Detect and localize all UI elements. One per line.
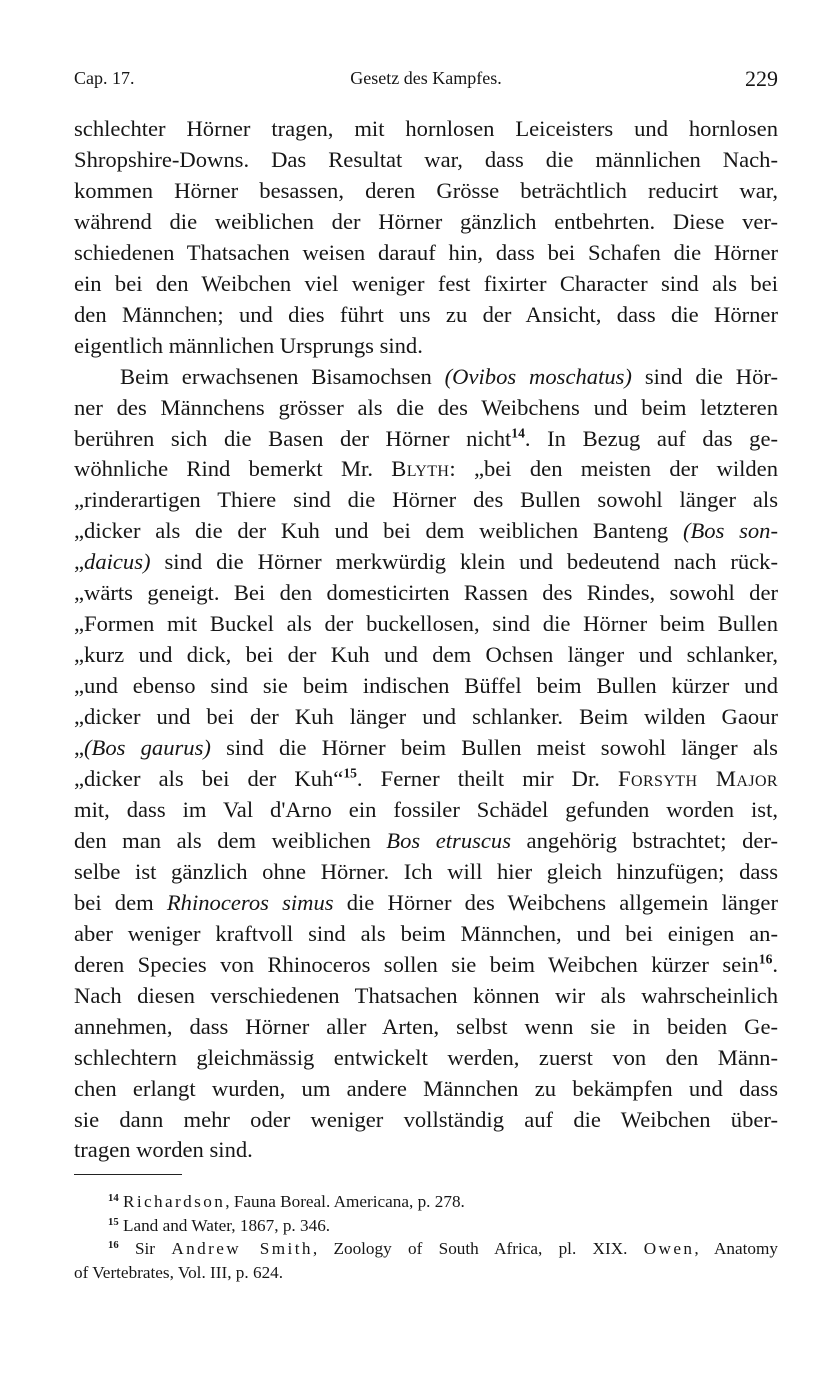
text-line: schlechtern gleichmässig entwickelt werden, zuerst von den Männ- bbox=[74, 1044, 778, 1070]
text-line bbox=[74, 764, 778, 795]
footnote-text: , Anatomy bbox=[694, 1239, 778, 1259]
text-line: mit, dass im Val d'Arno ein fossiler Schädel gefunden worden ist, bbox=[74, 796, 778, 822]
footnote-ref[interactable]: 15 bbox=[343, 765, 357, 781]
text-line bbox=[74, 547, 778, 578]
text-line: „wärts geneigt. Bei den domesticirten Rassen des Rindes, sowohl der bbox=[74, 580, 778, 606]
text-run: berühren sich die Basen der Hörner nicht bbox=[74, 425, 512, 451]
footnote-text: Sir bbox=[134, 1239, 172, 1259]
footnote-number: 14 bbox=[108, 1193, 119, 1205]
text-line: eigentlich männlichen Ursprungs sind. bbox=[74, 332, 423, 358]
text-line: ein bei den Weibchen viel weniger fest fixirter Character sind als bei bbox=[74, 270, 778, 296]
author-name: Blyth bbox=[391, 456, 450, 482]
text-run: „dicker als bei der Kuh“ bbox=[74, 766, 344, 792]
footnote-text: , Fauna Boreal. Americana, p. 278. bbox=[225, 1192, 465, 1211]
text-line: ner des Männchens grösser als die des Weibchens und beim letzteren bbox=[74, 394, 778, 420]
footnotes bbox=[74, 1190, 778, 1284]
text-run: bei dem bbox=[74, 889, 167, 915]
text-line: „rinderartigen Thiere sind die Hörner des Bullen sowohl länger als bbox=[74, 487, 778, 513]
text-run: wöhnliche Rind bemerkt Mr. bbox=[74, 456, 392, 482]
species-name: (Bos son- bbox=[682, 518, 778, 544]
chapter-label: Cap. 17. bbox=[74, 68, 135, 88]
footnote-14 bbox=[74, 1190, 778, 1214]
species-name: Rhinoceros simus bbox=[166, 889, 334, 915]
text-line: Nach diesen verschiedenen Thatsachen können wir als wahrscheinlich bbox=[74, 982, 778, 1008]
text-run: deren Species von Rhinoceros sollen sie beim Weibchen kürzer sein bbox=[74, 951, 759, 977]
text-run: : „bei den meisten der wilden bbox=[449, 456, 778, 482]
footnote-text: Land and Water, 1867, p. 346. bbox=[122, 1215, 331, 1235]
species-name: (Bos gaurus) bbox=[84, 735, 211, 761]
author-name: Andrew Smith bbox=[171, 1239, 313, 1259]
text-line: tragen worden sind. bbox=[74, 1137, 253, 1163]
text-run: . bbox=[772, 951, 778, 977]
author-name: Forsyth Major bbox=[618, 766, 778, 792]
text-run: „ bbox=[74, 735, 85, 761]
text-run: . Ferner theilt mir Dr. bbox=[356, 766, 619, 792]
footnote-number: 16 bbox=[108, 1240, 119, 1252]
text-line: aber weniger kraftvoll sind als beim Männchen, und bei einigen an- bbox=[74, 920, 778, 946]
text-line: „kurz und dick, bei der Kuh und dem Ochsen länger und schlanker, bbox=[74, 642, 778, 668]
species-name: daicus) bbox=[84, 549, 151, 575]
text-line: Shropshire-Downs. Das Resultat war, dass die männlichen Nach- bbox=[74, 146, 778, 172]
author-name: Owen bbox=[643, 1239, 695, 1259]
text-line: selbe ist gänzlich ohne Hörner. Ich will hier gleich hinzufügen; dass bbox=[74, 858, 778, 884]
text-line: kommen Hörner besassen, deren Grösse beträchtlich reducirt war, bbox=[74, 177, 778, 203]
footnote-text: , Zoology of South Africa, pl. XIX. bbox=[312, 1239, 644, 1259]
text-line bbox=[74, 888, 778, 919]
species-name: (Ovibos moschatus) bbox=[444, 363, 632, 389]
text-line: „dicker und bei der Kuh länger und schlanker. Beim wilden Gaour bbox=[74, 704, 778, 730]
text-run: . In Bezug auf das ge- bbox=[524, 425, 778, 451]
text-line: den Männchen; und dies führt uns zu der Ansicht, dass die Hörner bbox=[74, 301, 778, 327]
text-line: während die weiblichen der Hörner gänzlich entbehrten. Diese ver- bbox=[74, 208, 778, 234]
text-line: „und ebenso sind sie beim indischen Büffel beim Bullen kürzer und bbox=[74, 673, 778, 699]
text-line: schiedenen Thatsachen weisen darauf hin, dass bei Schafen die Hörner bbox=[74, 239, 778, 265]
footnote-line bbox=[108, 1237, 778, 1261]
text-line: schlechter Hörner tragen, mit hornlosen Leiceisters und hornlosen bbox=[74, 116, 778, 141]
footnote-16 bbox=[74, 1237, 778, 1261]
text-line: sie dann mehr oder weniger vollständig auf die Weibchen über- bbox=[74, 1106, 778, 1132]
text-line bbox=[74, 516, 778, 547]
text-line bbox=[74, 826, 778, 857]
footnote-ref[interactable]: 16 bbox=[758, 951, 773, 967]
footnote-ref[interactable]: 14 bbox=[511, 425, 525, 441]
footnote-number: 15 bbox=[108, 1216, 119, 1228]
text-run: Beim erwachsenen Bisamochsen bbox=[120, 363, 445, 389]
text-run: sind die Hörner beim Bullen meist sowohl länger als bbox=[210, 735, 778, 761]
page-number: 229 bbox=[745, 66, 778, 91]
author-name: Richardson bbox=[122, 1192, 226, 1211]
text-run: die Hörner des Weibchens allgemein länger bbox=[333, 889, 778, 915]
text-run: sind die Hörner merkwürdig klein und bedeutend nach rück- bbox=[150, 549, 778, 575]
footnote-16-continued: of Vertebrates, Vol. III, p. 624. bbox=[74, 1262, 284, 1282]
running-title: Gesetz des Kampfes. bbox=[350, 68, 502, 88]
text-run: angehörig bstrachtet; der- bbox=[511, 827, 778, 853]
text-line: „Formen mit Buckel als der buckellosen, sind die Hörner beim Bullen bbox=[74, 611, 778, 637]
text-line bbox=[74, 733, 778, 764]
text-line bbox=[74, 950, 778, 981]
footnote-divider bbox=[74, 1174, 182, 1175]
text-line: annehmen, dass Hörner aller Arten, selbst wenn sie in beiden Ge- bbox=[74, 1013, 778, 1039]
text-line: chen erlangt wurden, um andere Männchen zu bekämpfen und dass bbox=[74, 1075, 778, 1101]
main-text bbox=[74, 114, 778, 1166]
text-line bbox=[74, 424, 778, 455]
text-run: „ bbox=[74, 549, 85, 575]
text-run: den man als dem weiblichen bbox=[74, 827, 387, 853]
text-run: sind die Hör- bbox=[631, 363, 778, 389]
text-run: „dicker als die der Kuh und bei dem weiblichen Banteng bbox=[74, 518, 683, 544]
text-line bbox=[74, 362, 778, 393]
species-name: Bos etruscus bbox=[386, 827, 512, 853]
text-line bbox=[74, 454, 778, 485]
footnote-15 bbox=[74, 1214, 778, 1238]
running-header bbox=[74, 66, 778, 96]
